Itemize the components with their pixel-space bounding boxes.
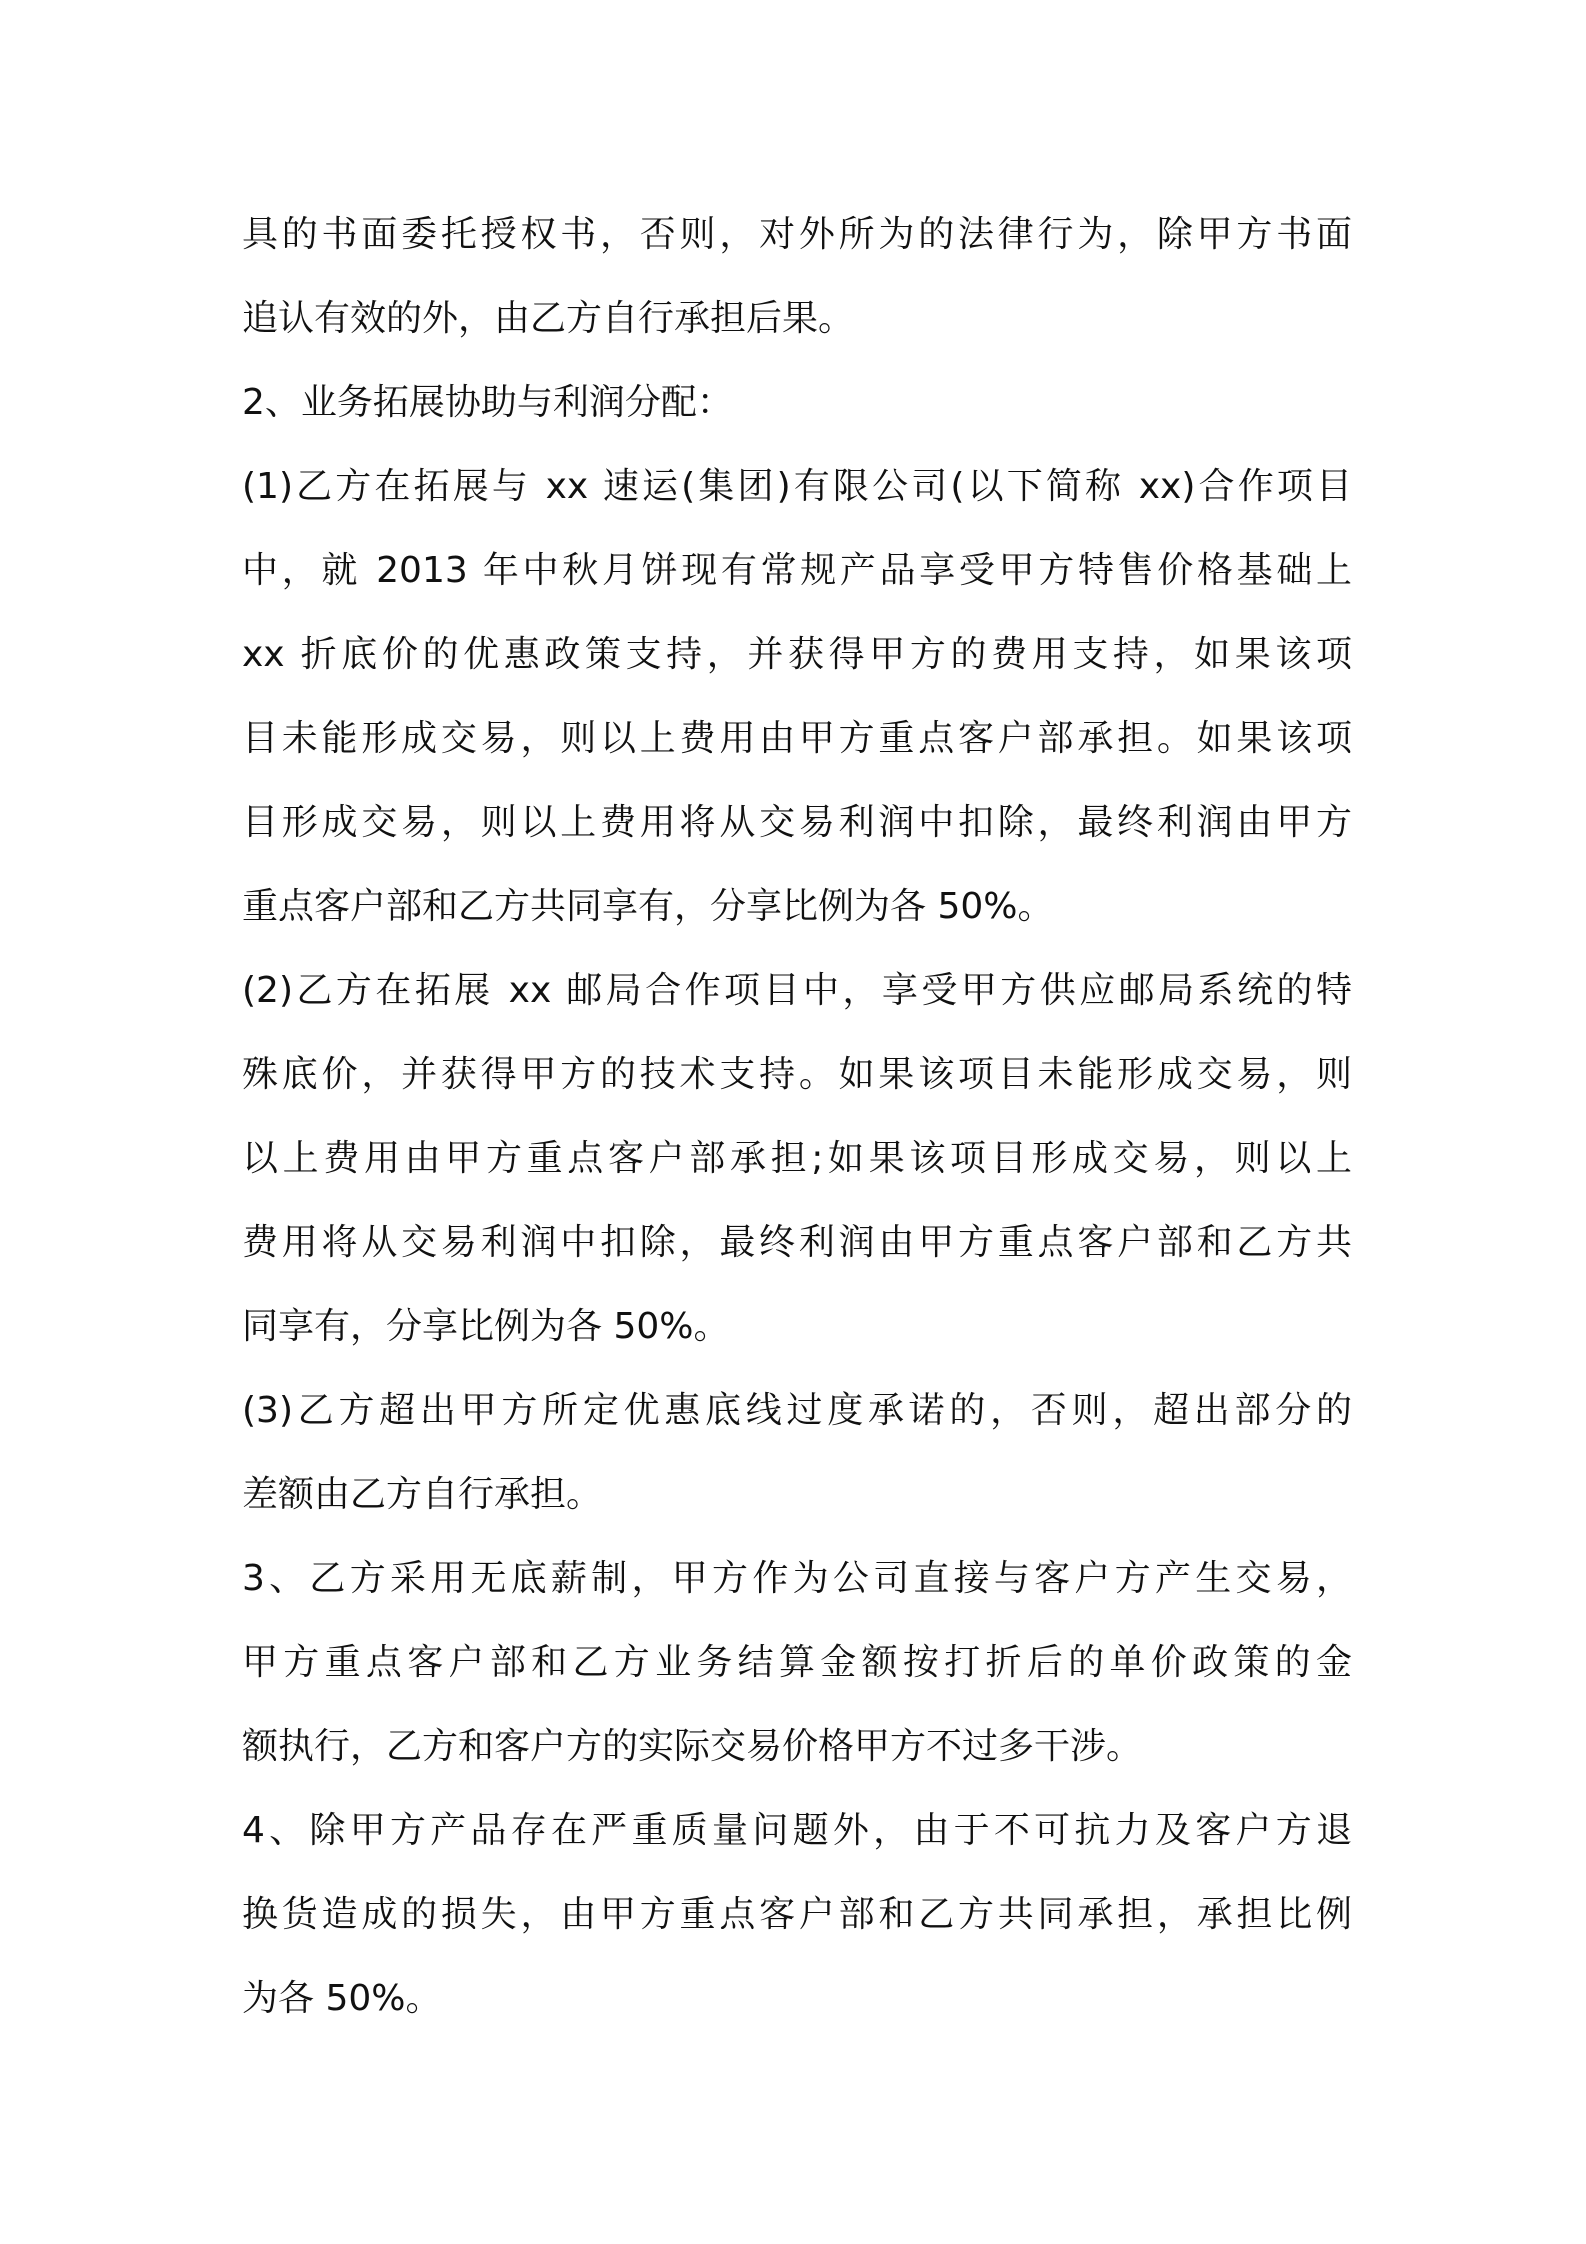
text-line: (2)乙方在拓展 xx 邮局合作项目中，享受甲方供应邮局系统的特 xyxy=(242,970,1352,1011)
text-line: (3)乙方超出甲方所定优惠底线过度承诺的，否则，超出部分的 xyxy=(242,1390,1352,1431)
text-line: 追认有效的外，由乙方自行承担后果。 xyxy=(242,298,855,339)
text-line: 费用将从交易利润中扣除，最终利润由甲方重点客户部和乙方共 xyxy=(242,1222,1352,1263)
paragraph-authorization xyxy=(242,193,1352,361)
text-line: 以上费用由甲方重点客户部承担;如果该项目形成交易，则以上 xyxy=(242,1138,1352,1179)
text-line: 为各 50%。 xyxy=(242,1978,442,2019)
text-line: xx 折底价的优惠政策支持，并获得甲方的费用支持，如果该项 xyxy=(242,634,1352,675)
paragraph-clause-2-1 xyxy=(242,445,1352,949)
text-line: 换货造成的损失，由甲方重点客户部和乙方共同承担，承担比例 xyxy=(242,1894,1352,1935)
text-line: 3、乙方采用无底薪制，甲方作为公司直接与客户方产生交易， xyxy=(242,1558,1352,1599)
text-line: 目未能形成交易，则以上费用由甲方重点客户部承担。如果该项 xyxy=(242,718,1352,759)
paragraph-section-3 xyxy=(242,1537,1352,1789)
paragraph-clause-2-3 xyxy=(242,1369,1352,1537)
section-heading: 2、业务拓展协助与利润分配： xyxy=(242,382,733,423)
text-line: 殊底价，并获得甲方的技术支持。如果该项目未能形成交易，则 xyxy=(242,1054,1352,1095)
text-line: 甲方重点客户部和乙方业务结算金额按打折后的单价政策的金 xyxy=(242,1642,1352,1683)
text-line: 目形成交易，则以上费用将从交易利润中扣除，最终利润由甲方 xyxy=(242,802,1352,843)
text-line: (1)乙方在拓展与 xx 速运(集团)有限公司(以下简称 xx)合作项目 xyxy=(242,466,1352,507)
text-line: 具的书面委托授权书，否则，对外所为的法律行为，除甲方书面 xyxy=(242,214,1352,255)
text-line: 中，就 2013 年中秋月饼现有常规产品享受甲方特售价格基础上 xyxy=(242,550,1352,591)
paragraph-section-4 xyxy=(242,1789,1352,2041)
text-line: 差额由乙方自行承担。 xyxy=(242,1474,603,1515)
text-line: 同享有，分享比例为各 50%。 xyxy=(242,1306,730,1347)
document-body xyxy=(242,193,1352,2041)
paragraph-clause-2-2 xyxy=(242,949,1352,1369)
text-line: 重点客户部和乙方共同享有，分享比例为各 50%。 xyxy=(242,886,1054,927)
text-line: 4、除甲方产品存在严重质量问题外，由于不可抗力及客户方退 xyxy=(242,1810,1352,1851)
text-line: 额执行，乙方和客户方的实际交易价格甲方不过多干涉。 xyxy=(242,1726,1143,1767)
paragraph-section-2-heading xyxy=(242,361,1352,445)
